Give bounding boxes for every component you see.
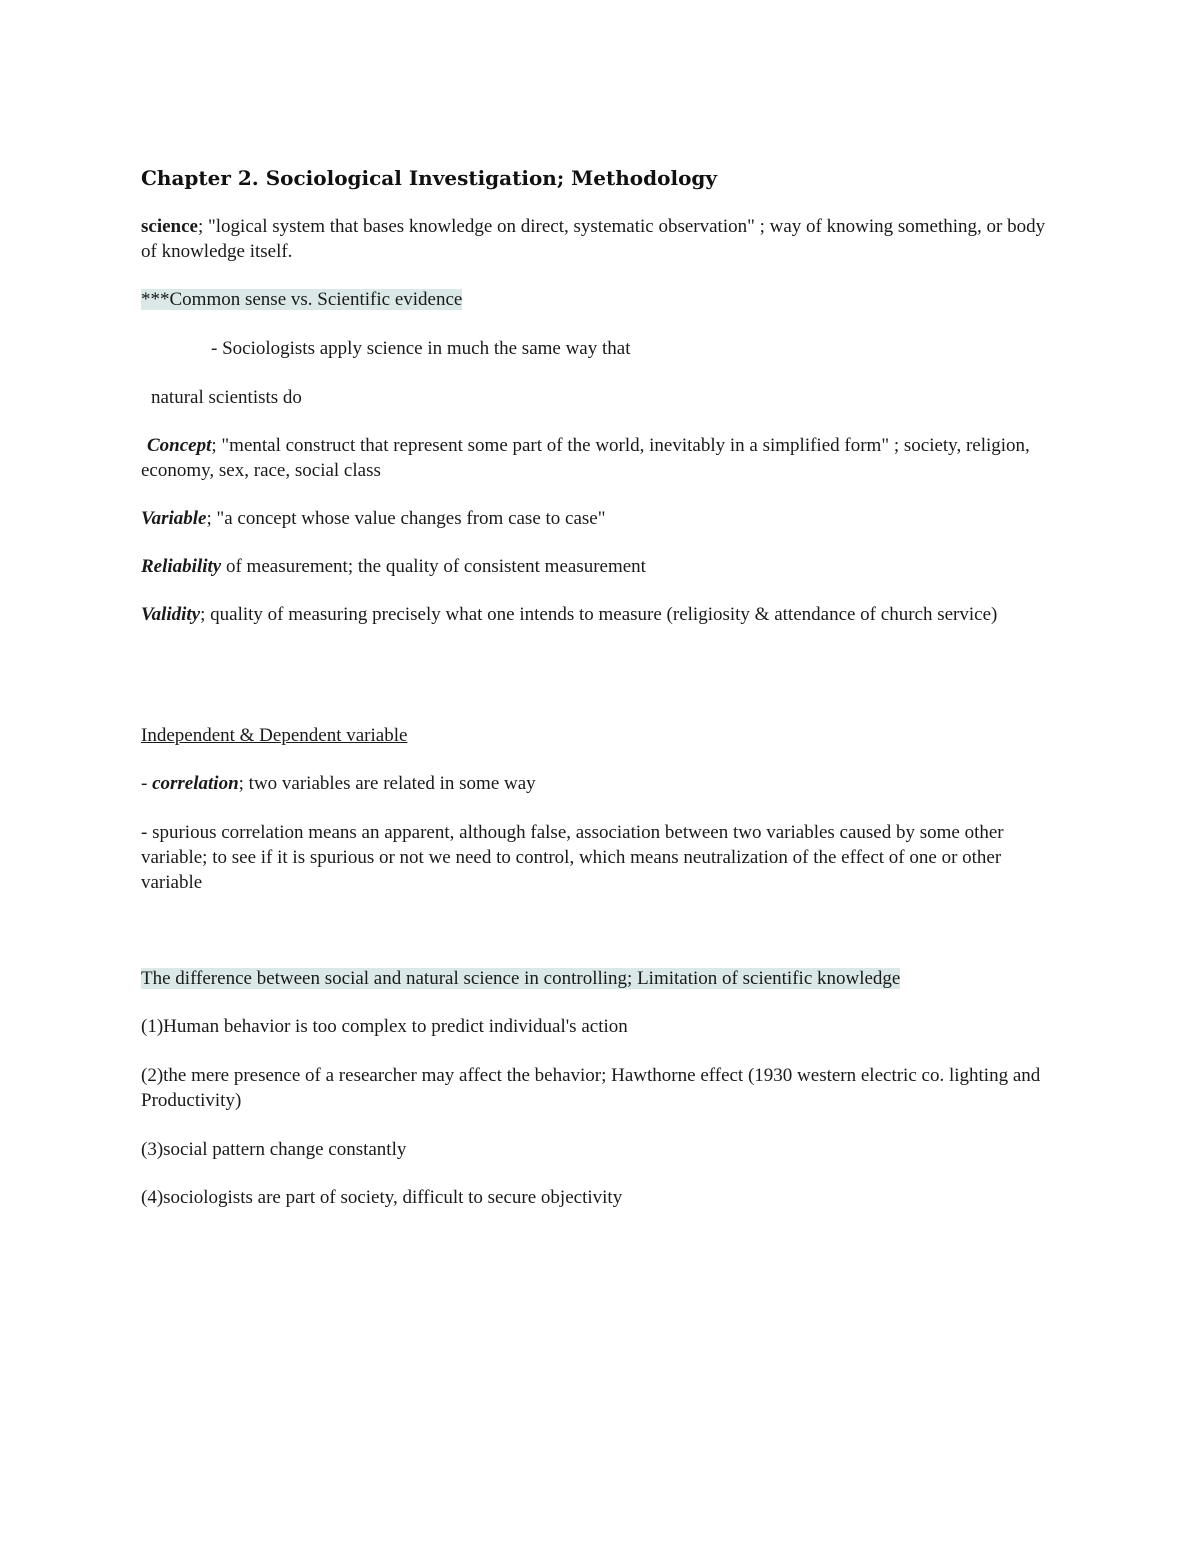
difference-heading: The difference between social and natural science in controlling; Limitation of scientific knowledge: [141, 968, 901, 989]
reliability-definition: [141, 554, 1061, 579]
correlation-definition: [141, 771, 1061, 796]
limitation-item: (4)sociologists are part of society, difficult to secure objectivity: [141, 1187, 623, 1208]
variable-definition: [141, 506, 1061, 531]
validity-definition: [141, 602, 1061, 627]
spurious-paragraph: - spurious correlation means an apparent, although false, association between two variables caused by some other variable; to see if it is spurious or not we need to control, which means neutralization of the effect of one or other variable: [141, 822, 1004, 893]
science-text: ; "logical system that bases knowledge on direct, systematic observation" ; way of knowing something, or body of knowledge itself.: [141, 216, 1046, 262]
sociologists-line: - Sociologists apply science in much the same way that: [211, 338, 631, 359]
correlation-term: correlation: [152, 773, 239, 794]
concept-text: ; "mental construct that represent some part of the world, inevitably in a simplified form" ; society, religion, economy, sex, race, social class: [141, 435, 1030, 481]
validity-text: ; quality of measuring precisely what one intends to measure (religiosity & attendance of church service): [200, 604, 998, 625]
reliability-term: Reliability: [141, 556, 222, 577]
common-sense-heading: ***Common sense vs. Scientific evidence: [141, 289, 463, 310]
common-sense-paragraph: [141, 287, 1061, 312]
science-term: science: [141, 216, 198, 237]
concept-term: Concept: [147, 435, 212, 456]
variable-term: Variable: [141, 508, 207, 529]
validity-term: Validity: [141, 604, 201, 625]
correlation-text: ; two variables are related in some way: [238, 773, 536, 794]
natural-scientists-line: natural scientists do: [151, 387, 302, 408]
science-definition: [141, 214, 1061, 264]
limitation-item: (2)the mere presence of a researcher may affect the behavior; Hawthorne effect (1930 western electric co. lighting and Productivity): [141, 1065, 1041, 1111]
ind-dep-heading: Independent & Dependent variable: [141, 725, 408, 746]
difference-paragraph: [141, 966, 1061, 991]
concept-definition: [141, 433, 1061, 483]
reliability-text: of measurement; the quality of consistent measurement: [221, 556, 646, 577]
page-title: Chapter 2. Sociological Investigation; Methodology: [141, 166, 718, 190]
limitation-item: (3)social pattern change constantly: [141, 1139, 407, 1160]
variable-text: ; "a concept whose value changes from case to case": [206, 508, 606, 529]
ind-dep-paragraph: [141, 723, 1061, 748]
correlation-prefix: -: [141, 773, 153, 794]
limitation-item: (1)Human behavior is too complex to predict individual's action: [141, 1016, 628, 1037]
